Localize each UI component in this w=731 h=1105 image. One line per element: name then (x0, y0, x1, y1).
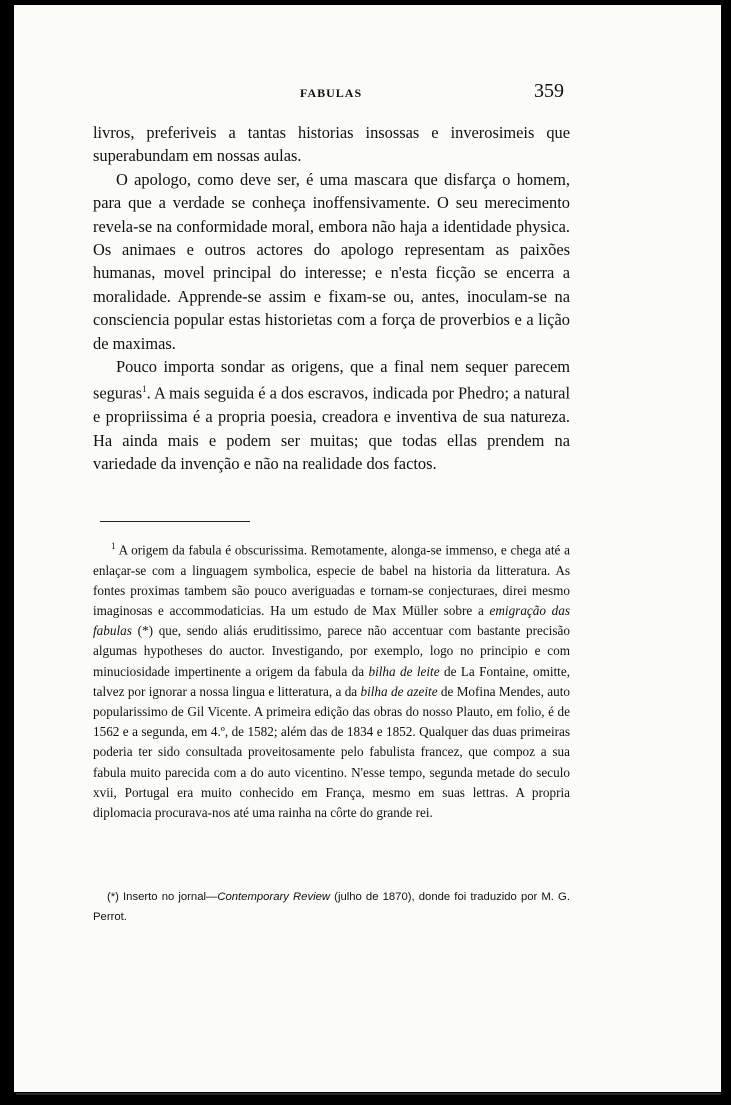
footnote-divider (100, 521, 250, 522)
sub-footnote-part: (julho de 1870), donde foi traduzido por M. G. Perrot. (93, 891, 570, 923)
footnote-italic: bilha de leite (368, 663, 440, 679)
footnote-italic: bilha de azeite (360, 683, 438, 699)
scan-edge (16, 1093, 721, 1095)
footnote (93, 536, 570, 823)
paragraph-3 (93, 355, 570, 476)
footnote-mark: 1 (111, 541, 116, 551)
paragraph-3-end: . A mais seguida é a dos escravos, indicada por Phedro; a natural e propriissima é a propria poesia, creadora e inventiva de sua natureza. Ha ainda mais e podem ser muitas; que todas ellas prendem na variedade da invenção e não na realidade dos factos. (93, 383, 570, 474)
paragraph-2: O apologo, como deve ser, é uma mascara que disfarça o homem, para que a verdade se conheça inoffensivamente. O seu merecimento revela-se na conformidade moral, embora não haja a identidade physica. Os animaes e outros actores do apologo representam as paixões humanas, movel principal do interesse; e n'esta ficção se encerra a moralidade. Apprende-se assim e fixam-se ou, antes, inoculam-se na consciencia popular estas historietas com a força de proverbios e a lição de maximas. (93, 169, 570, 353)
footnote-part: de Mofina Mendes, auto popularissimo de Gil Vicente. A primeira edição das obras do nosso Plauto, em folio, é de 1562 e a segunda, em 4.º, de 1582; além das de 1834 e 1852. Qualquer das duas primeiras poderia ter sido consultada proveitosamente pelo fabulista francez, que compoz a sua fabula muito parecida com a do auto vicentino. N'esse tempo, segunda metade do seculo xvii, Portugal era muito conhecido em França, mesmo em suas lettras. A propria diplomacia procurava-nos até uma rainha na côrte do grande rei. (93, 683, 570, 821)
sub-footnote-part: (*) Inserto no jornal— (107, 891, 218, 903)
paragraph-3-start: Pouco importa sondar as origens, que a final nem sequer parecem seguras (93, 357, 570, 403)
sub-footnote-italic: Contemporary Review (217, 891, 331, 903)
main-text (93, 121, 570, 476)
running-title: FABULAS (300, 86, 363, 100)
footnote-text (93, 536, 570, 823)
sub-footnote (93, 888, 570, 927)
footnote-reference: 1 (142, 384, 147, 395)
paragraph-1: livros, preferiveis a tantas historias insossas e inverosimeis que superabundam em nossas aulas. (93, 123, 570, 166)
footnote-part: de La Fontaine, omitte, talvez por ignorar a nossa lingua e litteratura, a da (93, 663, 570, 699)
page-header (0, 80, 731, 108)
page-number: 359 (534, 80, 564, 102)
sub-footnote-text (93, 888, 570, 927)
footnote-part: A origem da fabula é obscurissima. Remotamente, alonga-se immenso, e chega até a enlaçar-se com a linguagem symbolica, especie de babel na historia da litteratura. As fontes proximas tambem são pouco averiguadas e tornam-se conjecturaes, direi mesmo imaginosas e accommodaticias. Ha um estudo de Max Müller sobre a (93, 542, 570, 618)
footnote-italic: emigração das fabulas (93, 603, 570, 639)
footnote-part: (*) que, sendo aliás eruditissimo, parece não accentuar com bastante precisão algumas hypotheses do auctor. Investigando, por exemplo, logo no principio e com minuciosidade impertinente a origem da fabula da (93, 623, 570, 679)
